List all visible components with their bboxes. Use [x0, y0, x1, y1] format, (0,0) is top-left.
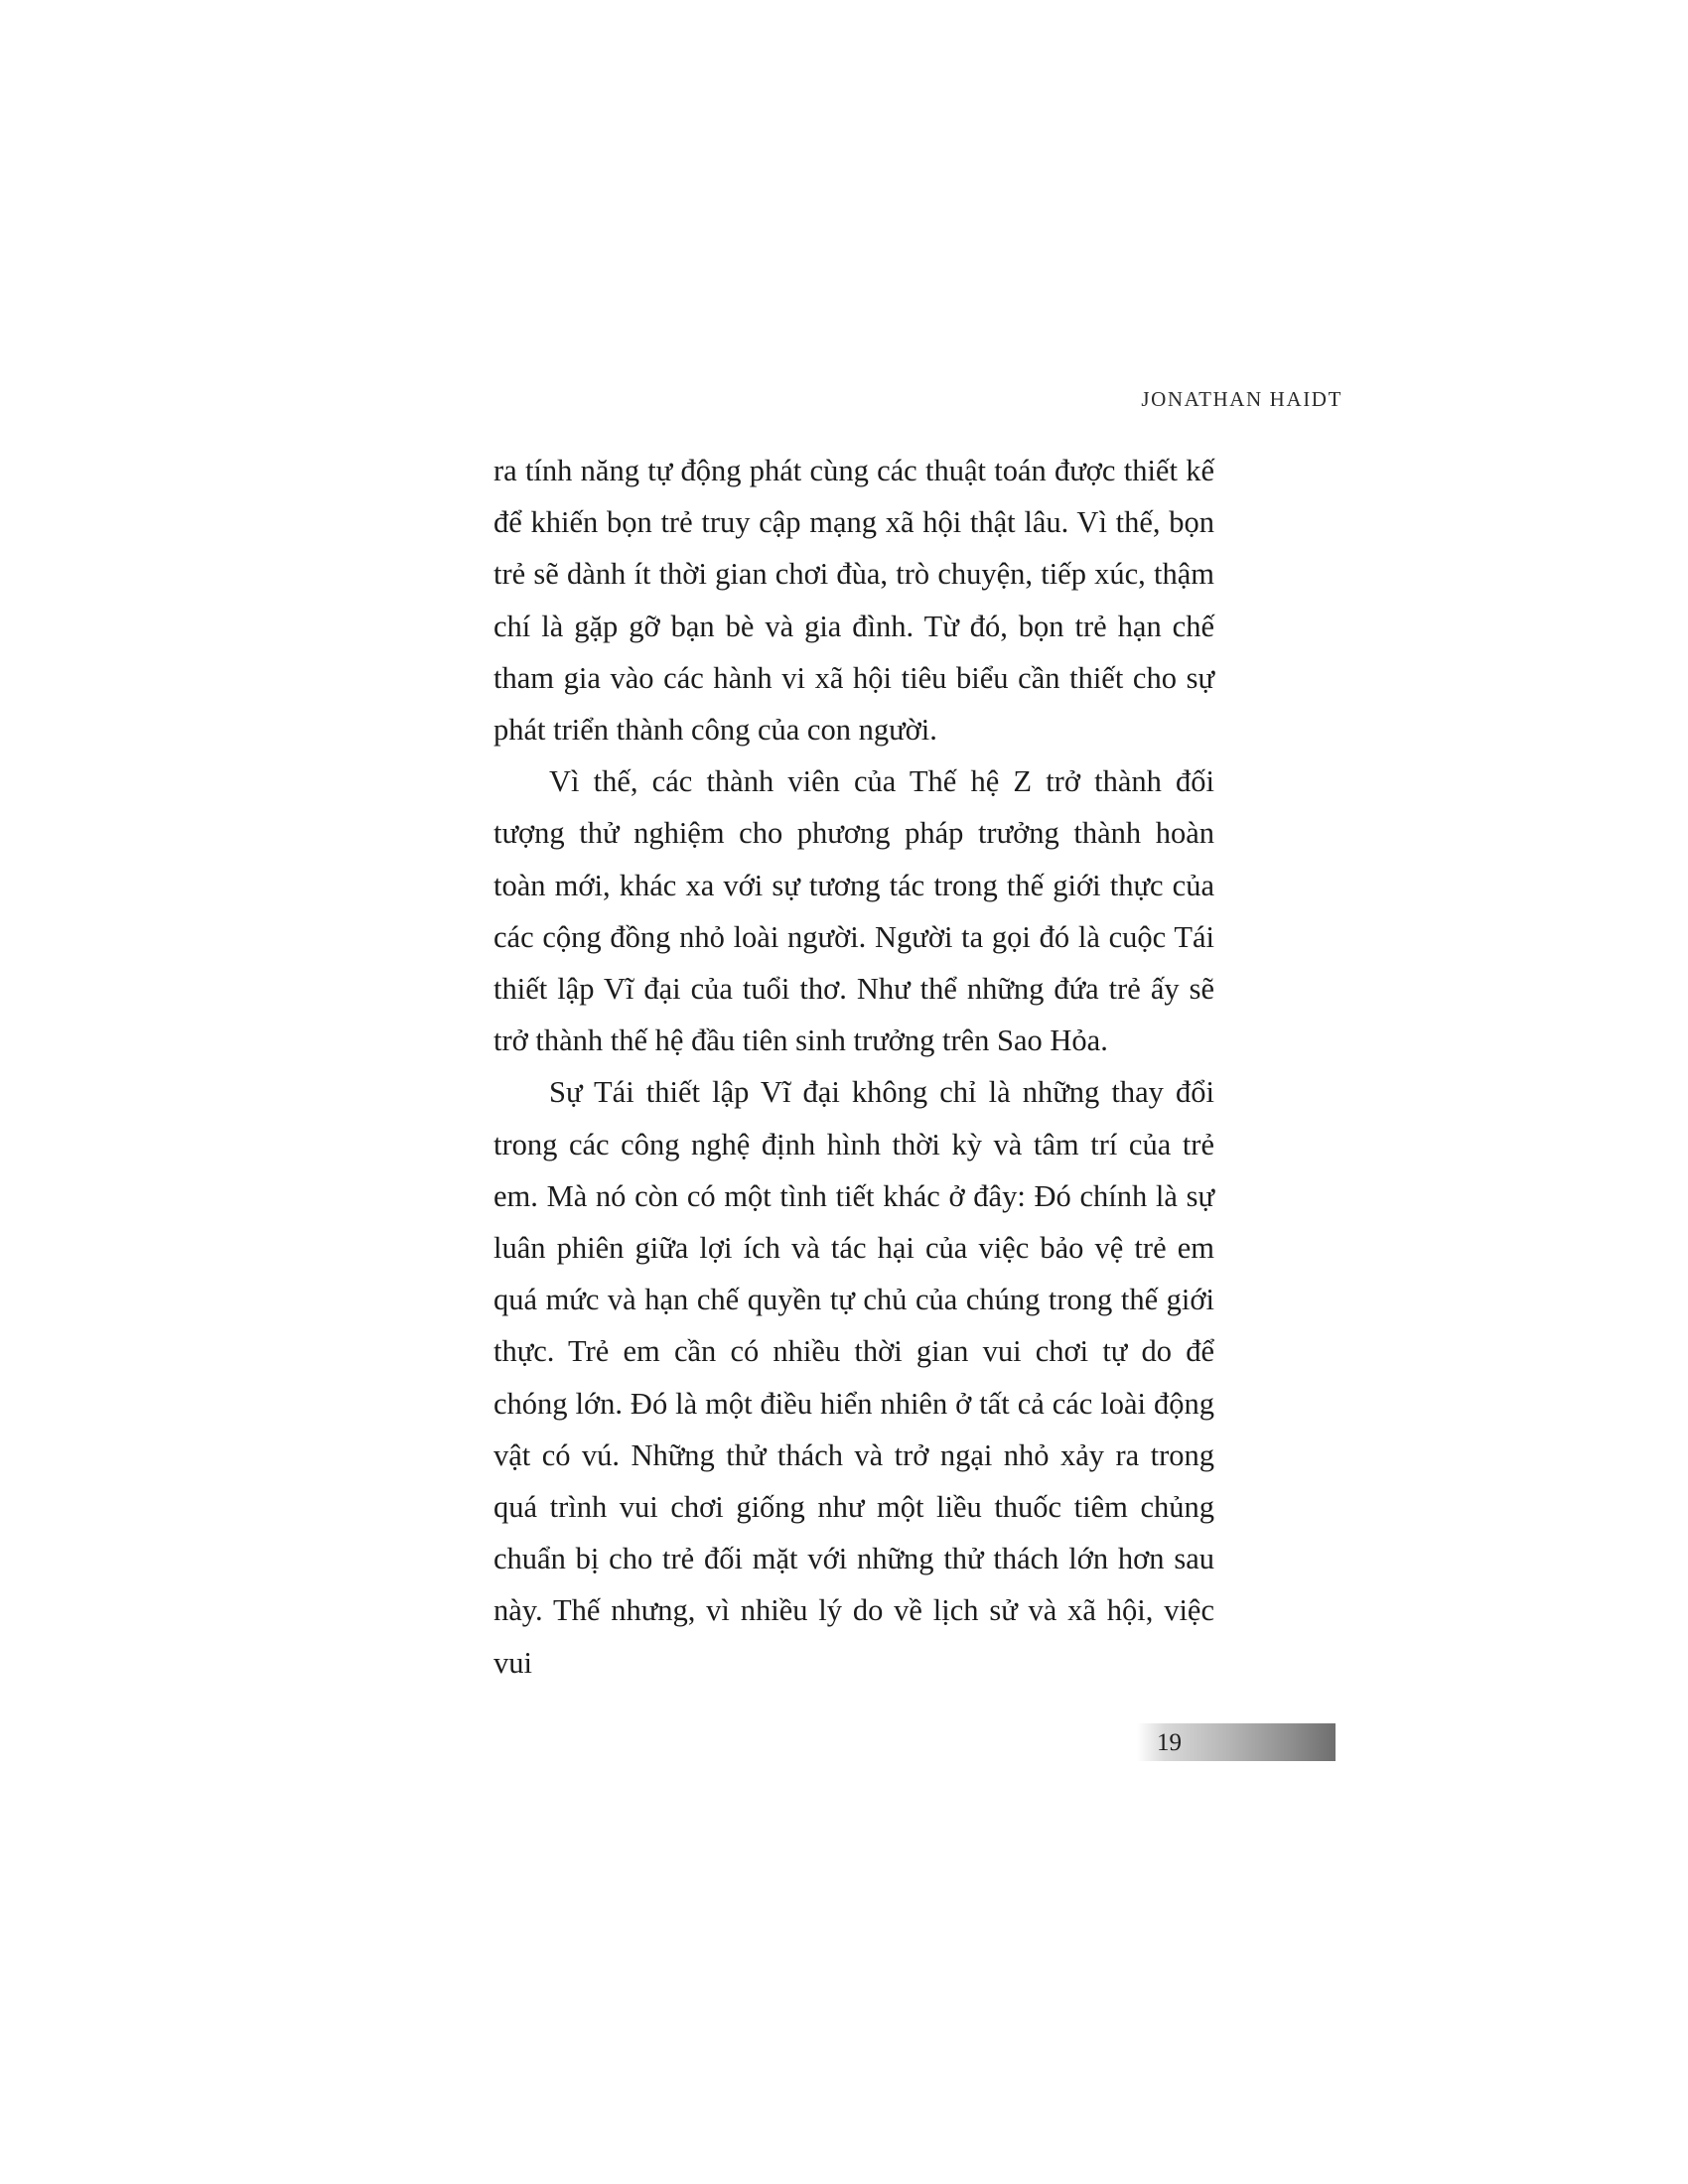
paragraph: Sự Tái thiết lập Vĩ đại không chỉ là những thay đổi trong các công nghệ định hình thời kỳ và tâm trí của trẻ em. Mà nó còn có một tình tiết khác ở đây: Đó chính là sự luân phiên giữa lợi ích và tác hại của việc bảo vệ trẻ em quá mức và hạn chế quyền tự chủ của chúng trong thế giới thực. Trẻ em cần có nhiều thời gian vui chơi tự do để chóng lớn. Đó là một điều hiển nhiên ở tất cả các loài động vật có vú. Những thử thách và trở ngại nhỏ xảy ra trong quá trình vui chơi giống như một liều thuốc tiêm chủng chuẩn bị cho trẻ đối mặt với những thử thách lớn hơn sau này. Thế nhưng, vì nhiều lý do về lịch sử và xã hội, việc vui: [493, 1075, 1214, 1680]
paragraph: Vì thế, các thành viên của Thế hệ Z trở thành đối tượng thử nghiệm cho phương pháp trưởng thành hoàn toàn mới, khác xa với sự tương tác trong thế giới thực của các cộng đồng nhỏ loài người. Người ta gọi đó là cuộc Tái thiết lập Vĩ đại của tuổi thơ. Như thể những đứa trẻ ấy sẽ trở thành thế hệ đầu tiên sinh trưởng trên Sao Hỏa.: [493, 764, 1214, 1058]
running-head: JONATHAN HAIDT: [1141, 387, 1342, 411]
body-text-block: [493, 445, 1214, 1689]
paragraph: ra tính năng tự động phát cùng các thuật toán được thiết kế để khiến bọn trẻ truy cập mạng xã hội thật lâu. Vì thế, bọn trẻ sẽ dành ít thời gian chơi đùa, trò chuyện, tiếp xúc, thậm chí là gặp gỡ bạn bè và gia đình. Từ đó, bọn trẻ hạn chế tham gia vào các hành vi xã hội tiêu biểu cần thiết cho sự phát triển thành công của con người.: [493, 454, 1214, 748]
page-number: 19: [1157, 1728, 1182, 1756]
page-folio: [1137, 1723, 1336, 1761]
